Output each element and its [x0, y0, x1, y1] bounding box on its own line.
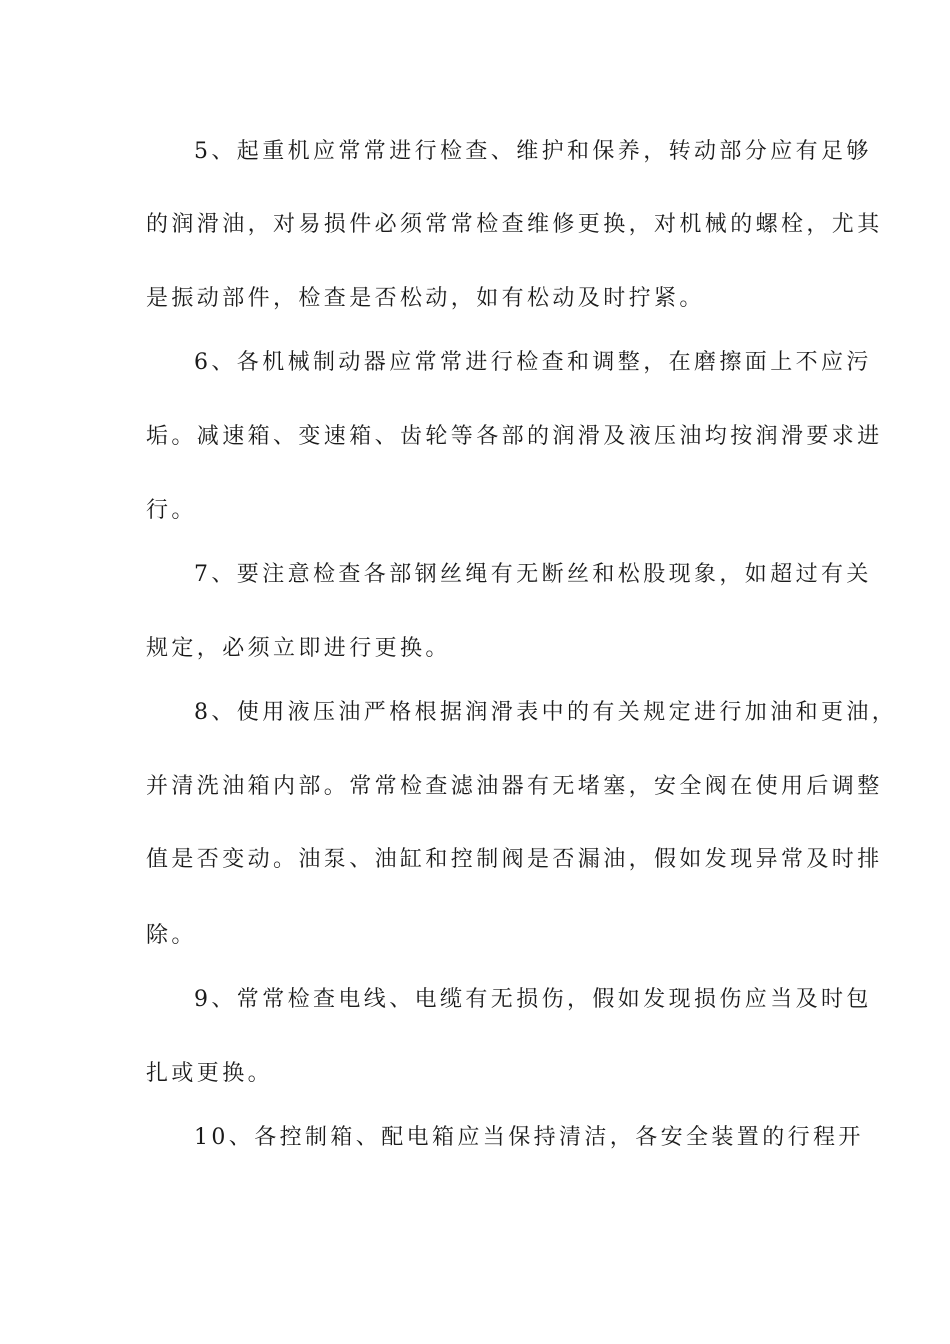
paragraph-5-line-2: 的润滑油，对易损件必须常常检查维修更换，对机械的螺栓，尤其 — [146, 212, 883, 237]
paragraph-8-line-2: 并清洗油箱内部。常常检查滤油器有无堵塞，安全阀在使用后调整 — [146, 774, 883, 799]
paragraph-8-line-1: 8、使用液压油严格根据润滑表中的有关规定进行加油和更油， — [194, 700, 898, 725]
paragraph-8-line-3: 值是否变动。油泵、油缸和控制阀是否漏油，假如发现异常及时排 — [146, 847, 883, 872]
paragraph-9-line-2: 扎或更换。 — [146, 1061, 274, 1086]
paragraph-7-line-1: 7、要注意检查各部钢丝绳有无断丝和松股现象，如超过有关 — [194, 562, 872, 587]
paragraph-10-line-1: 10、各控制箱、配电箱应当保持清洁，各安全装置的行程开 — [194, 1125, 864, 1150]
paragraph-5-line-1: 5、起重机应常常进行检查、维护和保养，转动部分应有足够 — [194, 139, 872, 164]
paragraph-7-line-2: 规定，必须立即进行更换。 — [146, 636, 451, 661]
paragraph-5-line-3: 是振动部件，检查是否松动，如有松动及时拧紧。 — [146, 286, 705, 311]
paragraph-6-line-3: 行。 — [146, 498, 197, 523]
paragraph-6-line-2: 垢。减速箱、变速箱、齿轮等各部的润滑及液压油均按润滑要求进 — [146, 424, 883, 449]
paragraph-9-line-1: 9、常常检查电线、电缆有无损伤，假如发现损伤应当及时包 — [194, 987, 872, 1012]
paragraph-6-line-1: 6、各机械制动器应常常进行检查和调整，在磨擦面上不应污 — [194, 350, 872, 375]
paragraph-8-line-4: 除。 — [146, 923, 197, 948]
